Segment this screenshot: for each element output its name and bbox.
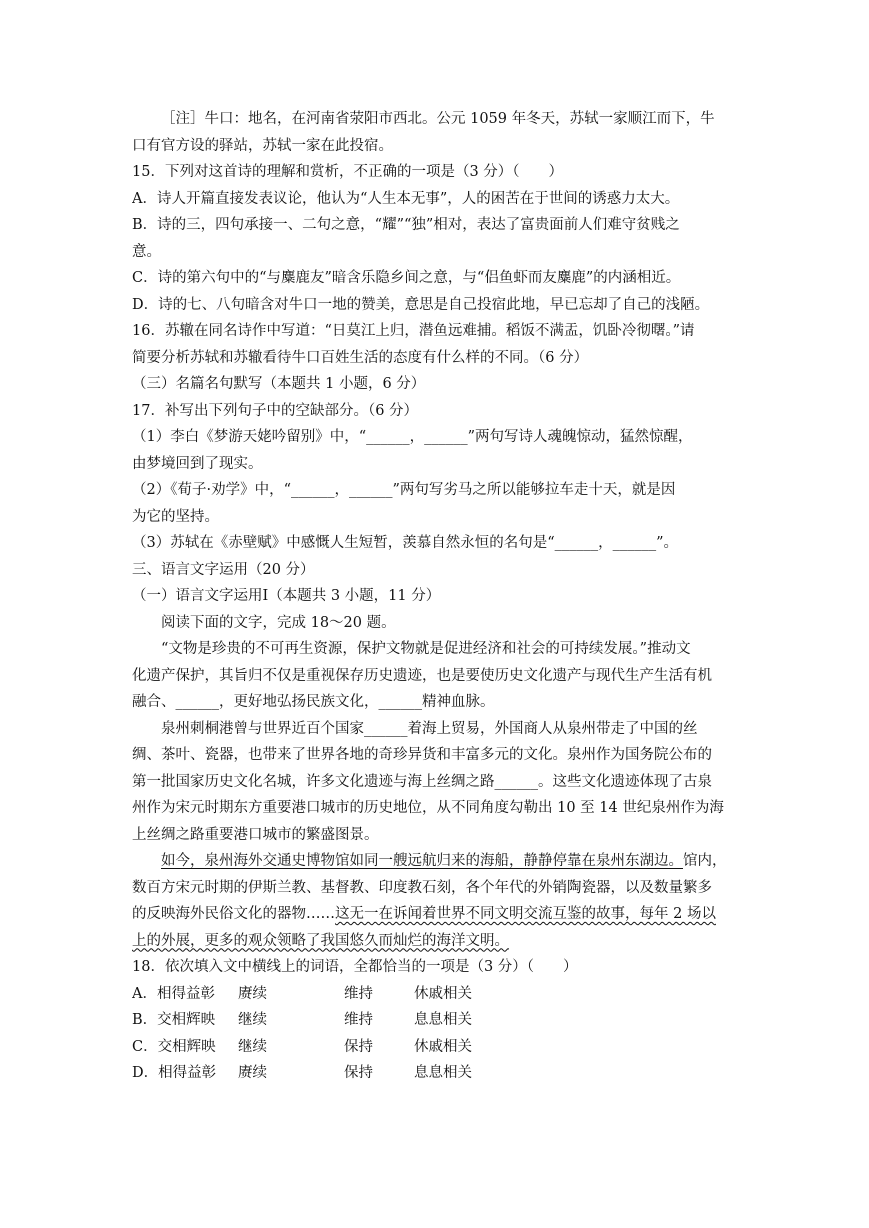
q15-option-c: C．诗的第六句中的“与麋鹿友”暗含乐隐乡间之意，与“侣鱼虾而友麋鹿”的内涵相近。 <box>132 270 681 286</box>
q15-option-a: A．诗人开篇直接发表议论，他认为“人生本无事”，人的困苦在于世间的诱惑力太大。 <box>132 190 680 207</box>
question-16-2: 简要分析苏轼和苏辙看待牛口百姓生活的态度有什么样的不同。（6 分） <box>132 349 589 366</box>
passage-p3-2: 数百方宋元时期的伊斯兰教、基督教、印度教石刻，各个年代的外销陶瓷器，以及数量繁多 <box>132 879 712 896</box>
q15-option-b-2: 意。 <box>132 243 161 260</box>
passage-p3-4 <box>132 928 740 955</box>
q15-option-b-1: B．诗的三，四句承接一、二句之意，“耀”“独”相对，表达了富贵面前人们难守贫贱之 <box>132 217 680 233</box>
passage-p2-2: 绸、茶叶、瓷器，也带来了世界各地的奇珍异货和丰富多元的文化。泉州作为国务院公布的 <box>132 747 712 763</box>
q17-item-3: （3）苏轼在《赤壁赋》中感慨人生短暂，羡慕自然永恒的名句是“______，______”。 <box>132 535 679 551</box>
note-line-1: ［注］牛口：地名，在河南省荥阳市西北。公元 1059 年冬天，苏轼一家顺江而下，牛 <box>161 111 715 127</box>
passage-p3-3: 的反映海外民俗文化的器物……这无一在诉闻着世界不同文明交流互鉴的故事，每年 2 场以 <box>132 906 716 922</box>
passage-p1-3: 融合、______，更好地弘扬民族文化，______精神血脉。 <box>132 694 495 710</box>
q15-option-d: D．诗的七、八句暗含对牛口一地的赞美，意思是自己投宿此地，早已忘却了自己的浅陋。 <box>132 296 710 313</box>
question-15: 15．下列对这首诗的理解和赏析，不正确的一项是（3 分）（ ） <box>132 164 564 180</box>
question-16-1: 16．苏辙在同名诗作中写道：“日莫江上归，潜鱼远难捕。稻饭不满盂，饥卧冷彻曙。”请 <box>132 323 695 339</box>
passage-p1-1: “文物是珍贵的不可再生资源，保护文物就是促进经济和社会的可持续发展。”推动文 <box>161 641 691 657</box>
note-line-2: 口有官方设的驿站，苏轼一家在此投宿。 <box>132 137 393 154</box>
wavy-underlined-sentence-1: 这无一在诉闻着世界不同文明交流互鉴的故事，每年 2 场以 <box>335 906 716 922</box>
q18-option-a: A．相得益彰 赓续 维持 休戚相关 <box>132 985 472 1002</box>
passage-p2-3: 第一批国家历史文化名城，许多文化遗迹与海上丝绸之路______。这些文化遗迹体现了古泉 <box>132 773 712 790</box>
q17-item-1-2: 由梦境回到了现实。 <box>132 455 263 472</box>
question-18: 18．依次填入文中横线上的词语，全都恰当的一项是（3 分）（ ） <box>132 959 578 975</box>
q17-item-2-1: （2）《荀子·劝学》中，“______，______”两句写劣马之所以能够拉车走十天，就是因 <box>132 482 676 498</box>
underlined-sentence: 如今，泉州海外交通史博物馆如同一艘远航归来的海船，静静停靠在泉州东湖边。 <box>161 853 683 869</box>
passage-p2-4: 州作为宋元时期东方重要港口城市的历史地位，从不同角度勾勒出 10 至 14 世纪泉州作为海 <box>132 800 724 816</box>
reading-instruction: 阅读下面的文字，完成 18～20 题。 <box>161 614 396 631</box>
section-heading-mingju: （三）名篇名句默写（本题共 1 小题，6 分） <box>132 376 426 392</box>
document-content <box>132 106 740 1087</box>
passage-p3-1: 如今，泉州海外交通史博物馆如同一艘远航归来的海船，静静停靠在泉州东湖边。馆内， <box>161 853 727 869</box>
passage-p1-2: 化遗产保护，其旨归不仅是重视保存历史遗迹，也是要使历史文化遗产与现代生产生活有机 <box>132 667 712 684</box>
q17-item-2-2: 为它的坚持。 <box>132 508 219 525</box>
part-three-heading: 三、语言文字运用（20 分） <box>132 561 315 578</box>
q18-option-d: D．相得益彰 赓续 保持 息息相关 <box>132 1065 472 1081</box>
q18-option-b: B．交相辉映 继续 维持 息息相关 <box>132 1012 472 1028</box>
section-heading-language: （一）语言文字运用Ⅰ（本题共 3 小题，11 分） <box>132 588 441 604</box>
question-17: 17．补写出下列句子中的空缺部分。（6 分） <box>132 402 419 419</box>
wavy-underlined-sentence-2: 上的外展，更多的观众领略了我国悠久而灿烂的海洋文明。 <box>132 932 509 949</box>
q18-option-c: C．交相辉映 继续 保持 休戚相关 <box>132 1038 472 1055</box>
q17-item-1-1: （1）李白《梦游天姥吟留别》中，“______，______”两句写诗人魂魄惊动，猛然惊醒， <box>132 429 693 445</box>
passage-p2-1: 泉州刺桐港曾与世界近百个国家______着海上贸易，外国商人从泉州带走了中国的丝 <box>161 720 698 737</box>
passage-p2-5: 上丝绸之路重要港口城市的繁盛图景。 <box>132 826 379 843</box>
